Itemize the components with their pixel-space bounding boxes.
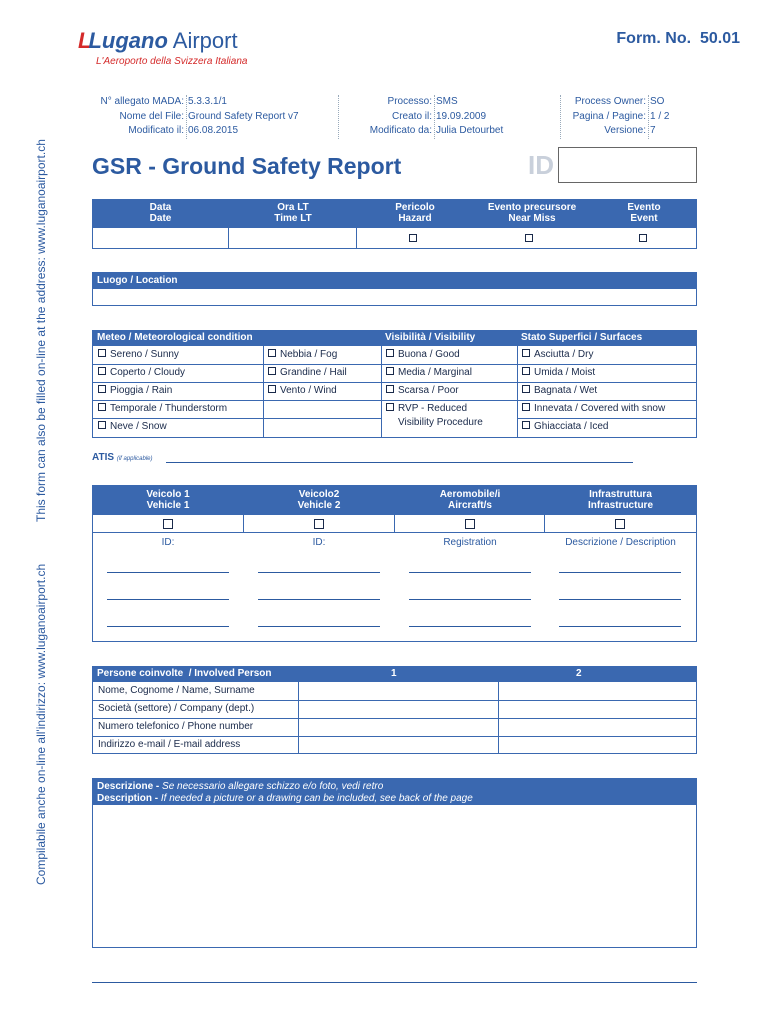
vehicle1-line[interactable] — [107, 599, 229, 600]
near-miss-checkbox[interactable] — [525, 234, 533, 242]
meta-col1-labels — [92, 95, 184, 139]
meta-divider — [434, 95, 435, 139]
side-text-left: Compilabile anche on-line all'indirizzo: www.luganoairport.ch — [34, 563, 48, 885]
col-near-miss-l1: Evento precursore — [487, 202, 577, 213]
meta-label: Modificato il: — [128, 125, 184, 136]
surface-option[interactable] — [522, 349, 593, 360]
option-label: Innevata / Covered with snow — [534, 403, 666, 414]
row-divider — [93, 400, 696, 401]
meta-label: Modificato da: — [369, 125, 432, 136]
location-label: Luogo / Location — [97, 275, 178, 286]
row-divider — [93, 382, 696, 383]
checkbox[interactable] — [98, 421, 106, 429]
checkbox[interactable] — [522, 367, 530, 375]
meta-label: N° allegato MADA: — [100, 96, 184, 107]
persons-header — [92, 666, 697, 682]
checkbox[interactable] — [268, 349, 276, 357]
col-hazard — [357, 199, 473, 249]
surface-option[interactable] — [522, 421, 608, 432]
infrastructure-line[interactable] — [559, 572, 681, 573]
meta-value: 06.08.2015 — [188, 125, 239, 136]
option-label: Nebbia / Fog — [280, 349, 338, 360]
persons-title: Persone coinvolte / Involved Person — [97, 668, 272, 679]
option-label: Coperto / Cloudy — [110, 367, 186, 378]
description-line2 — [97, 793, 697, 805]
infrastructure-column — [545, 486, 696, 548]
surface-option[interactable] — [522, 385, 597, 396]
person-row-label: Nome, Cognome / Name, Surname — [98, 685, 255, 696]
col-near-miss-l2: Near Miss — [508, 213, 556, 224]
col-time-l1: Ora LT — [277, 202, 309, 213]
form-number: Form. No. 50.01 — [616, 30, 740, 47]
meteo-option[interactable] — [268, 385, 337, 396]
vehicle1-l1: Veicolo 1 — [146, 489, 190, 500]
conditions-grid — [92, 346, 697, 438]
row-divider — [93, 718, 696, 719]
visibility-option[interactable] — [386, 403, 467, 414]
vehicle1-header — [93, 486, 243, 511]
meta-label: Creato il: — [391, 110, 432, 122]
checkbox[interactable] — [522, 421, 530, 429]
visibility-extra: Visibility Procedure — [398, 417, 483, 428]
atis-field[interactable] — [166, 462, 633, 463]
meta-value: 5.3.3.1/1 — [188, 96, 227, 107]
surface-option[interactable] — [522, 403, 665, 414]
meta-col1-values — [188, 95, 338, 139]
checkbox[interactable] — [98, 367, 106, 375]
logo-light: Airport — [172, 28, 238, 53]
meteo-option[interactable] — [268, 367, 347, 378]
vehicle2-checkbox[interactable] — [314, 519, 324, 529]
infrastructure-checkbox[interactable] — [615, 519, 625, 529]
option-label: Bagnata / Wet — [534, 385, 598, 396]
checkbox[interactable] — [522, 385, 530, 393]
meteo-option[interactable] — [98, 349, 179, 360]
atis-title: ATIS — [92, 452, 115, 463]
id-field[interactable] — [558, 147, 697, 183]
meta-block — [92, 95, 695, 139]
description-header — [92, 778, 697, 805]
col-hazard-label — [357, 199, 473, 224]
row-divider — [93, 736, 696, 737]
meteo-option[interactable] — [268, 349, 337, 360]
meteo-option[interactable] — [98, 421, 167, 432]
checkbox[interactable] — [98, 349, 106, 357]
vehicle1-sub: ID: — [161, 537, 175, 548]
time-field[interactable] — [229, 228, 357, 249]
vehicle1-column — [93, 486, 243, 548]
vehicle2-line[interactable] — [258, 626, 380, 627]
meta-col3-labels — [562, 95, 646, 139]
meta-value: Julia Detourbet — [436, 125, 504, 136]
location-field[interactable] — [92, 289, 697, 306]
option-label: Neve / Snow — [110, 421, 167, 432]
description-l1-bold: Descrizione - — [97, 781, 160, 792]
infrastructure-line[interactable] — [559, 626, 681, 627]
col-date-label — [92, 199, 229, 224]
meta-value: SO — [650, 96, 665, 107]
col-hazard-l2: Hazard — [398, 213, 432, 224]
meta-value: 1 / 2 — [650, 110, 670, 122]
logo — [78, 28, 238, 54]
option-label: Grandine / Hail — [280, 367, 347, 378]
vehicle1-l2: Vehicle 1 — [146, 500, 190, 511]
persons-table — [92, 682, 697, 754]
id-label: ID — [528, 150, 554, 180]
vehicle2-column — [244, 486, 394, 548]
col-divider — [517, 346, 518, 437]
description-field[interactable] — [92, 805, 697, 948]
infrastructure-l2: Infrastructure — [587, 500, 653, 511]
col-event-label — [591, 199, 697, 224]
aircraft-checkbox[interactable] — [465, 519, 475, 529]
checkbox[interactable] — [386, 403, 394, 411]
col-date-l1: Data — [149, 202, 172, 213]
infrastructure-header — [545, 486, 696, 511]
description-line1 — [97, 781, 697, 793]
person2-name-field[interactable] — [499, 682, 696, 700]
meteo-option[interactable] — [98, 403, 227, 414]
logo-mark-icon: L — [78, 28, 92, 53]
vehicle2-l2: Vehicle 2 — [297, 500, 341, 511]
page-title: GSR - Ground Safety Report — [92, 153, 402, 179]
visibility-option[interactable] — [386, 385, 459, 396]
checkbox[interactable] — [522, 403, 530, 411]
location-header — [92, 272, 697, 289]
visibility-header: Visibilità / Visibility — [385, 332, 476, 343]
meta-col2-values — [436, 95, 556, 139]
aircraft-header — [395, 486, 545, 511]
meta-label: Processo: — [387, 96, 432, 107]
person-row-label: Numero telefonico / Phone number — [98, 721, 254, 732]
meta-label: Versione: — [604, 125, 646, 136]
checkbox[interactable] — [268, 367, 276, 375]
option-label: Sereno / Sunny — [110, 349, 179, 360]
vehicle2-l1: Veicolo2 — [298, 489, 340, 500]
option-label: Ghiacciata / Iced — [534, 421, 609, 432]
col-event — [591, 199, 697, 249]
surface-option[interactable] — [522, 367, 595, 378]
meta-label: Nome del File: — [119, 110, 184, 122]
meta-value: 7 — [650, 125, 656, 136]
meta-col3-values — [650, 95, 695, 139]
aircraft-l2: Aircraft/s — [448, 500, 492, 511]
vehicle2-line[interactable] — [258, 572, 380, 573]
checkbox[interactable] — [522, 349, 530, 357]
checkbox[interactable] — [386, 367, 394, 375]
row-divider — [93, 700, 696, 701]
meta-label: Process Owner: — [574, 96, 646, 107]
vehicle2-line[interactable] — [258, 599, 380, 600]
option-label: Buona / Good — [398, 349, 460, 360]
hazard-checkbox[interactable] — [409, 234, 417, 242]
date-field[interactable] — [92, 228, 229, 249]
vehicle2-sub: ID: — [312, 537, 326, 548]
meta-divider — [648, 95, 649, 139]
col-event-l1: Evento — [627, 202, 661, 213]
atis-label — [92, 452, 153, 463]
option-label: Vento / Wind — [280, 385, 337, 396]
meta-divider — [560, 95, 561, 139]
meteo-option[interactable] — [98, 367, 185, 378]
option-label: Asciutta / Dry — [534, 349, 594, 360]
option-label: Umida / Moist — [534, 367, 596, 378]
option-label: Scarsa / Poor — [398, 385, 459, 396]
col-date-l2: Date — [149, 213, 172, 224]
col-time-l2: Time LT — [274, 213, 312, 224]
meteo-option[interactable] — [98, 385, 172, 396]
meta-value: Ground Safety Report v7 — [188, 110, 299, 122]
infrastructure-sub: Descrizione / Description — [565, 537, 676, 548]
infrastructure-l1: Infrastruttura — [589, 489, 652, 500]
atis-note: (if applicable) — [116, 456, 153, 462]
conditions-header — [92, 330, 697, 346]
footer-rule — [92, 982, 697, 983]
vehicle1-line[interactable] — [107, 572, 229, 573]
checkbox[interactable] — [268, 385, 276, 393]
option-label: Media / Marginal — [398, 367, 472, 378]
col-near-miss — [473, 199, 591, 249]
meta-value: SMS — [436, 96, 458, 107]
meta-divider — [338, 95, 339, 139]
vehicle1-checkbox[interactable] — [163, 519, 173, 529]
tagline: L'Aeroporto della Svizzera Italiana — [96, 56, 248, 67]
logo-bold: Lugano — [88, 28, 168, 53]
col-time-label — [229, 199, 357, 224]
meta-value: 19.09.2009 — [436, 110, 487, 122]
person1-name-field[interactable] — [299, 682, 498, 700]
description-l1-italic: Se necessario allegare schizzo e/o foto, vedi retro — [159, 781, 384, 792]
checkbox[interactable] — [98, 385, 106, 393]
row-divider — [93, 532, 696, 533]
checkbox[interactable] — [98, 403, 106, 411]
option-label: Temporale / Thunderstorm — [110, 403, 228, 414]
date-table — [92, 199, 697, 249]
person-row-label: Indirizzo e-mail / E-mail address — [98, 739, 241, 750]
visibility-option[interactable] — [386, 367, 472, 378]
option-label: Pioggia / Rain — [110, 385, 173, 396]
description-l2-bold: Description - — [97, 793, 159, 804]
meta-col2-labels — [340, 95, 432, 139]
description-l2-italic: If needed a picture or a drawing can be included, see back of the page — [158, 793, 473, 804]
side-text-right: This form can also be filled on-line at the address: www.luganoairport.ch — [34, 139, 48, 522]
checkbox[interactable] — [386, 349, 394, 357]
infrastructure-line[interactable] — [559, 599, 681, 600]
persons-col1: 1 — [391, 668, 397, 679]
checkbox[interactable] — [386, 385, 394, 393]
row-divider — [93, 364, 696, 365]
aircraft-sub: Registration — [443, 537, 497, 548]
aircraft-line[interactable] — [409, 599, 531, 600]
person-row-label: Società (settore) / Company (dept.) — [98, 703, 255, 714]
visibility-option[interactable] — [386, 349, 460, 360]
col-time — [229, 199, 357, 249]
col-event-l2: Event — [630, 213, 658, 224]
vehicles-table — [92, 485, 697, 642]
col-date — [92, 199, 229, 249]
persons-col2: 2 — [576, 668, 582, 679]
col-hazard-l1: Pericolo — [395, 202, 435, 213]
col-divider — [381, 346, 382, 437]
vehicle2-header — [244, 486, 394, 511]
aircraft-l1: Aeromobile/i — [439, 489, 501, 500]
aircraft-column — [395, 486, 545, 548]
col-divider — [263, 346, 264, 437]
event-checkbox[interactable] — [639, 234, 647, 242]
vehicle1-line[interactable] — [107, 626, 229, 627]
surfaces-header: Stato Superfici / Surfaces — [521, 332, 643, 343]
meteo-header: Meteo / Meteorological condition — [97, 332, 253, 343]
aircraft-line[interactable] — [409, 626, 531, 627]
col-near-miss-label — [473, 199, 591, 224]
meta-label: Pagina / Pagine: — [572, 110, 646, 122]
option-label: RVP - Reduced — [398, 403, 468, 414]
aircraft-line[interactable] — [409, 572, 531, 573]
meta-divider — [186, 95, 187, 139]
